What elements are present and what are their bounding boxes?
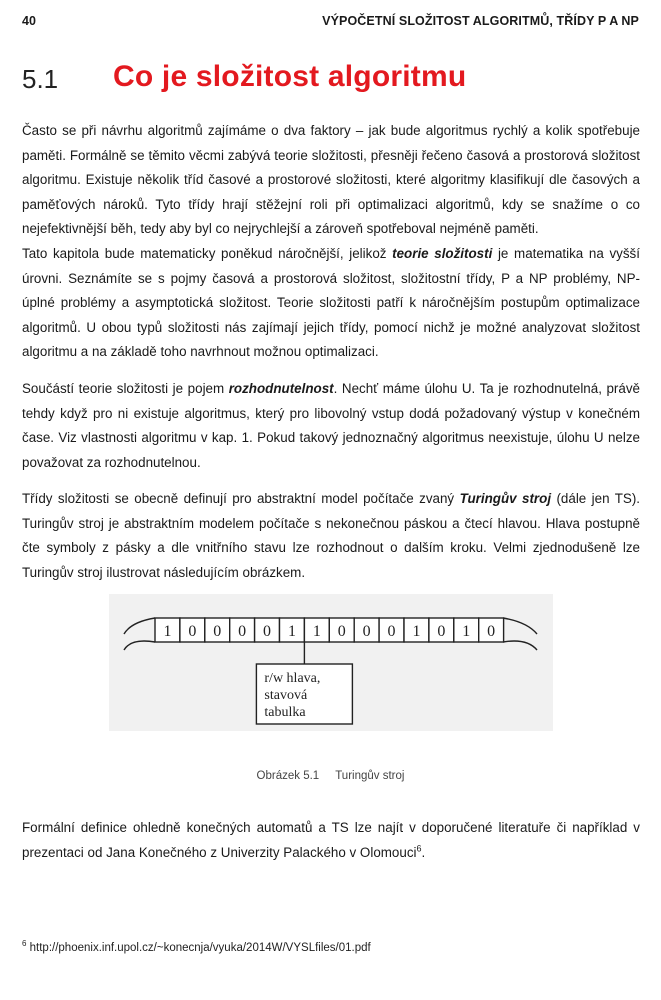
tape-left-bottom-curve <box>124 641 155 650</box>
paragraph-4 <box>22 487 640 598</box>
caption-text: Turingův stroj <box>335 770 405 782</box>
tape-right-bottom-curve <box>503 641 537 650</box>
section-title: Co je složitost algoritmu <box>113 60 467 93</box>
head-label-line: stavová <box>264 688 308 703</box>
tape-symbol: 0 <box>487 623 496 640</box>
tape-right-top-curve <box>503 618 537 634</box>
tape-symbol: 0 <box>387 623 396 640</box>
tape-symbol: 1 <box>287 623 296 640</box>
turing-machine-figure <box>109 594 553 731</box>
tape-symbol: 1 <box>163 623 172 640</box>
tape-symbol: 1 <box>312 623 321 640</box>
paragraph-5 <box>22 816 640 878</box>
paragraph-5-end: . <box>421 844 426 860</box>
paragraph-3 <box>22 377 640 488</box>
head-label-line: tabulka <box>264 705 306 720</box>
tape-cells <box>155 618 504 642</box>
page-number: 40 <box>22 14 36 28</box>
paragraph-2 <box>22 242 640 378</box>
tape-symbol: 0 <box>437 623 446 640</box>
page-header <box>22 14 639 34</box>
paragraph-3-text-start: Součástí teorie složitosti je pojem <box>22 381 229 396</box>
section-number: 5.1 <box>22 64 59 94</box>
term-decidability: rozhodnutelnost <box>228 381 334 396</box>
paragraph-3-text-end: . Nechť máme úlohu U. Ta je rozhodnutelná, právě tehdy když pro ni existuje algoritmus, který pro libovolný vstup dodá požadovaný výstup v konečném čase. Viz vlastnosti algoritmu v kap. 1. Pokud takový jednoznačný algoritmus neexistuje, úlohu U nelze považovat za rozhodnutelnou. <box>22 381 640 470</box>
paragraph-1-text: Často se při návrhu algoritmů zajímáme o dva faktory – jak bude algoritmus rychlý a kolik spotřebuje paměti. Formálně se těmito věcmi zabývá teorie složitosti, přesněji řečeno časová a prostorová složitost algoritmu. Existuje několik tříd časové a prostorové složitosti, které algoritmy klasifikují dle časových a paměťových nároků. Tyto třídy hrají stěžejní roli při optimalizaci algoritmů, kdy se snažíme o co nejefektivnější běh, tedy aby byl co nejrychlejší a zároveň spotřeboval nejméně paměti. <box>22 123 640 236</box>
footnote-number: 6 <box>22 939 27 949</box>
tape-symbol: 0 <box>188 623 197 640</box>
caption-label: Obrázek 5.1 <box>256 770 320 782</box>
turing-machine-diagram <box>109 594 553 731</box>
paragraph-5-text: Formální definice ohledně konečných automatů a TS lze najít v doporučené literatuře či například v prezentaci od Jana Konečného z Univerzity Palackého v Olomouci <box>22 820 640 860</box>
tape-symbol: 0 <box>337 623 346 640</box>
footnote-reference: 6 <box>416 843 422 854</box>
head-label-line: r/w hlava, <box>264 671 321 686</box>
footnote-url[interactable]: http://phoenix.inf.upol.cz/~konecnja/vyuka/2014W/VYSLfiles/01.pdf <box>26 942 371 954</box>
tape-symbol: 1 <box>412 623 421 640</box>
paragraph-1 <box>22 119 640 255</box>
paragraph-4-text-end: (dále jen TS). Turingův stroj je abstraktním modelem počítače s nekonečnou páskou a čtecí hlavou. Hlava postupně čte symboly z pásky a dle vnitřního stavu lze rozhodnout o dalším kroku. Velmi zjednodušeně lze Turingův stroj ilustrovat následujícím obrázkem. <box>22 491 641 580</box>
tape-left-top-curve <box>124 618 155 634</box>
tape-symbol: 0 <box>362 623 371 640</box>
tape-symbol: 0 <box>238 623 247 640</box>
tape-symbol: 1 <box>462 623 471 640</box>
figure-caption <box>0 770 661 782</box>
tape-symbol: 0 <box>263 623 272 640</box>
paragraph-4-text-start: Třídy složitosti se obecně definují pro abstraktní model počítače zvaný <box>22 491 460 506</box>
tape-symbol: 0 <box>213 623 222 640</box>
running-title: VÝPOČETNÍ SLOŽITOST ALGORITMŮ, TŘÍDY P A NP <box>322 14 639 28</box>
paragraph-2-text-start: Tato kapitola bude matematicky poněkud náročnější, jelikož <box>22 246 393 261</box>
paragraph-2-text-end: je matematika na vyšší úrovni. Seznámíte se s pojmy časová a prostorová složitost, složitostní třídy, P a NP problémy, NP-úplné problémy a asymptotická složitost. Teorie složitosti patří k náročnějším postupům optimalizace algoritmů. U obou typů složitosti nás zajímají jejich třídy, pomocí nichž je možné analyzovat složitost algoritmu a na základě toho navrhnout možnou optimalizaci. <box>22 246 640 359</box>
section-heading <box>22 60 642 100</box>
term-complexity-theory: teorie složitosti <box>392 246 493 261</box>
footnote <box>22 939 371 954</box>
term-turing-machine: Turingův stroj <box>459 491 552 506</box>
